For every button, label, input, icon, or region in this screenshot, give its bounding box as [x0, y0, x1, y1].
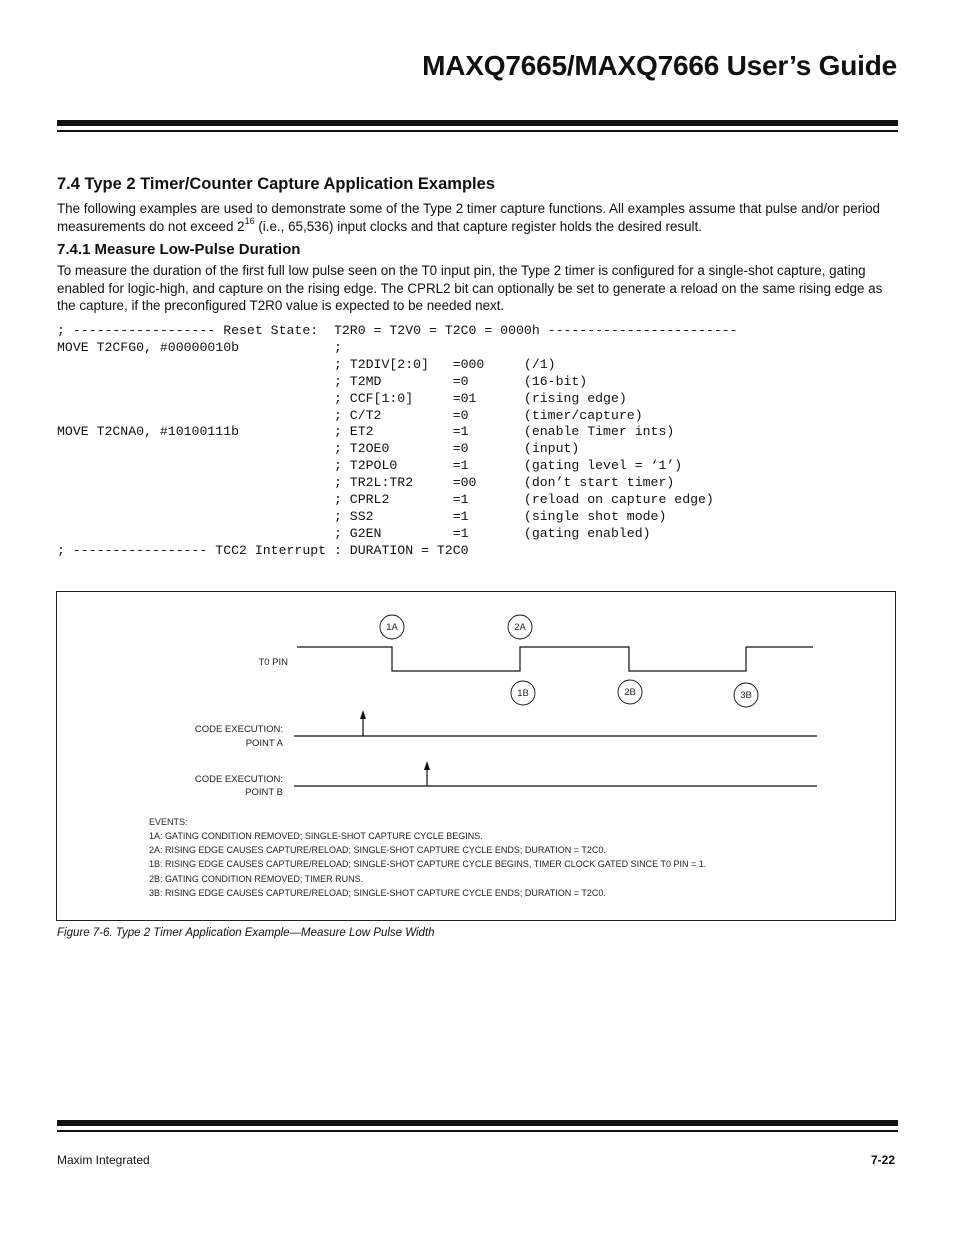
code-line: MOVE T2CNA0, #10100111b ; ET2 =1 (enable Timer ints) — [57, 424, 675, 440]
svg-text:2B: 2B — [624, 687, 636, 698]
section-heading: 7.4 Type 2 Timer/Counter Capture Application Examples — [57, 175, 495, 193]
code-line: ; T2OE0 =0 (input) — [57, 441, 580, 457]
t0-pin-waveform — [297, 647, 813, 671]
footer-company: Maxim Integrated — [57, 1153, 150, 1167]
code-line: ; TR2L:TR2 =00 (don’t start timer) — [57, 475, 675, 491]
event-1b: 1B: RISING EDGE CAUSES CAPTURE/RELOAD; SINGLE-SHOT CAPTURE CYCLE BEGINS, TIMER CLOCK GATED SINCE T0 PIN = 1. — [149, 859, 707, 869]
figure-caption: Figure 7-6. Type 2 Timer Application Example—Measure Low Pulse Width — [57, 927, 435, 939]
svg-text:1B: 1B — [517, 688, 529, 699]
code-line: ; ------------------ Reset State: T2R0 = T2V0 = T2C0 = 0000h ------------------------ — [57, 323, 738, 338]
subsection-heading: 7.4.1 Measure Low-Pulse Duration — [57, 241, 301, 258]
code-exec-b-label-1: CODE EXECUTION: — [194, 774, 283, 785]
section-intro-paragraph — [57, 200, 898, 235]
timing-diagram — [57, 592, 897, 922]
marker-1a — [380, 615, 404, 639]
code-line: ; G2EN =1 (gating enabled) — [57, 525, 651, 541]
footer-rule-thick — [57, 1120, 898, 1126]
marker-1b — [511, 681, 535, 705]
document-title: MAXQ7665/MAXQ7666 User’s Guide — [422, 50, 897, 81]
code-exec-b-label-2: POINT B — [245, 787, 283, 798]
marker-3b — [734, 683, 758, 707]
code-line: ; T2POL0 =1 (gating level = ‘1’) — [57, 458, 683, 474]
header-rule-thin — [57, 130, 898, 132]
intro-text-part2: (i.e., 65,536) input clocks and that capture register holds the desired result. — [254, 218, 702, 234]
code-line: ; T2DIV[2:0] =000 (/1) — [57, 356, 556, 372]
svg-text:1A: 1A — [386, 622, 398, 633]
code-line: ; ----------------- TCC2 Interrupt : DURATION = T2C0 — [57, 542, 469, 558]
event-2a: 2A: RISING EDGE CAUSES CAPTURE/RELOAD; SINGLE-SHOT CAPTURE CYCLE ENDS; DURATION = T2C0. — [149, 845, 606, 855]
code-exec-a-arrow — [360, 710, 366, 736]
intro-superscript: 16 — [244, 216, 255, 227]
page-number: 7-22 — [870, 1153, 895, 1167]
code-line: ; T2MD =0 (16-bit) — [57, 373, 588, 389]
header-rule-thick — [57, 120, 898, 126]
subsection-paragraph: To measure the duration of the first full low pulse seen on the T0 input pin, the Type 2 timer is configured for a single-shot capture, gating enabled for logic-high, and capture on the rising edge. The CPRL2 bit can optionally be set to generate a reload on the same rising edge as the capture, if the preconfigured T2R0 value is expected to be needed next. — [57, 263, 883, 313]
code-exec-b-arrow — [424, 761, 430, 786]
code-listing — [57, 323, 738, 560]
code-exec-a-label-1: CODE EXECUTION: — [194, 724, 283, 735]
event-1a: 1A: GATING CONDITION REMOVED; SINGLE-SHOT CAPTURE CYCLE BEGINS. — [149, 831, 483, 841]
event-3b: 3B: RISING EDGE CAUSES CAPTURE/RELOAD; SINGLE-SHOT CAPTURE CYCLE ENDS; DURATION = T2C0. — [149, 888, 606, 898]
code-exec-a-label-2: POINT A — [245, 738, 283, 749]
code-line: ; C/T2 =0 (timer/capture) — [57, 407, 643, 423]
code-line: MOVE T2CFG0, #00000010b ; — [57, 339, 342, 355]
code-line: ; CPRL2 =1 (reload on capture edge) — [57, 492, 714, 508]
svg-text:2A: 2A — [514, 622, 526, 633]
code-line: ; CCF[1:0] =01 (rising edge) — [57, 390, 627, 406]
t0-pin-label: T0 PIN — [258, 657, 288, 668]
intro-text-part1: The following examples are used to demonstrate some of the Type 2 timer capture functions. All examples assume that pulse and/or period measurements do not exceed 2 — [57, 201, 880, 234]
svg-text:3B: 3B — [740, 690, 752, 701]
code-line: ; SS2 =1 (single shot mode) — [57, 508, 667, 524]
timing-figure — [56, 591, 896, 921]
marker-2a — [508, 615, 532, 639]
event-2b: 2B: GATING CONDITION REMOVED; TIMER RUNS. — [149, 874, 364, 884]
footer-rule-thin — [57, 1130, 898, 1132]
events-title: EVENTS: — [149, 817, 188, 827]
marker-2b — [618, 680, 642, 704]
